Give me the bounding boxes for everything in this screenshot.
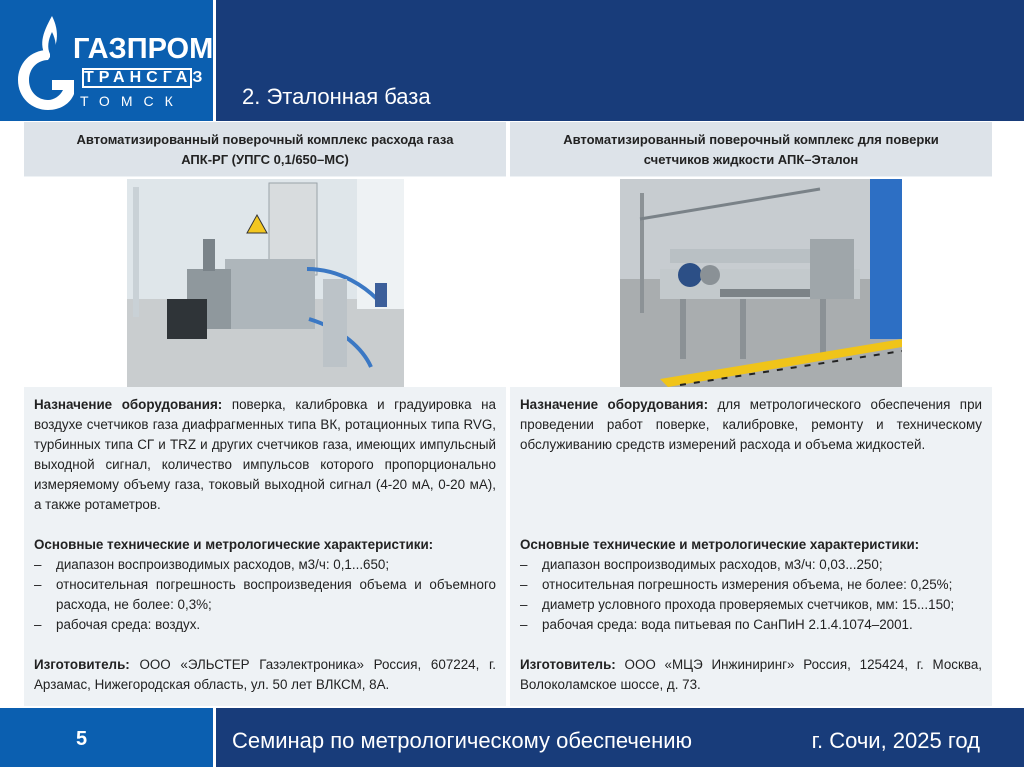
gas-flow-verification-rig-photo [127,179,404,387]
manufacturer-label: Изготовитель: [520,657,616,672]
spec-item: – диаметр условного прохода проверяемых счетчиков, мм: 15...150; [520,597,955,612]
spec-item: – рабочая среда: вода питьевая по СанПиН 2.1.4.1074–2001. [520,617,913,632]
equipment-description [34,395,496,695]
manufacturer-text: ООО «ЭЛЬСТЕР Газэлектроника» Россия, 607224, г. Арзамас, Нижегородская область, ул. 50 лет ВЛКСМ, 8А. [34,657,496,692]
location-year: г. Сочи, 2025 год [811,728,980,753]
specs-heading: Основные технические и метрологические характеристики: [34,537,434,552]
equipment-column-liquid [510,122,992,706]
column-heading [510,122,992,176]
logo-line1: ГАЗПРОМ [73,33,214,65]
photo-area [510,177,992,387]
column-heading-line1: Автоматизированный поверочный комплекс для поверки [563,132,939,147]
page-number: 5 [76,728,88,750]
purpose-text: поверка, калибровка и градуировка на воздухе счетчиков газа диафрагменных типа ВК, ротационных типа RVG, турбинных типа СГ и TRZ и других счетчиков газа, имеющих импульсный выходной сигнал, количество импульсов которого пропорционально измеряемому объему газа, токовый выходной сигнал (4-20 мА, 0-20 мА), а также ротаметров. [34,397,496,512]
logo-line3: ТОМСК [80,93,184,109]
purpose-text: для метрологического обеспечения при проведении работ поверке, калибровке, ремонту и техническому обслуживанию средств измерений расхода и объема жидкостей. [520,397,982,452]
logo-line2: ТРАНСГАЗ [84,69,208,86]
equipment-description [520,395,982,695]
column-heading-line1: Автоматизированный поверочный комплекс расхода газа [76,132,454,147]
purpose-paragraph [520,395,982,455]
spec-item: – относительная погрешность измерения объема, не более: 0,25%; [520,577,953,592]
column-heading-line2: АПК-РГ (УПГС 0,1/650–МС) [181,152,349,167]
purpose-paragraph [34,395,496,515]
page-title: 2. Эталонная база [242,84,431,109]
content-area [24,122,992,706]
manufacturer-paragraph [34,655,496,695]
column-heading [24,122,506,176]
purpose-label: Назначение оборудования: [520,397,709,412]
manufacturer-text: ООО «МЦЭ Инжиниринг» Россия, 125424, г. Москва, Волоколамское шоссе, д. 73. [520,657,982,692]
seminar-title: Семинар по метрологическому обеспечению [232,728,693,753]
gazprom-flame-logo-icon [8,10,80,116]
photo-area [24,177,506,387]
company-logo [0,0,216,121]
column-heading-line2: счетчиков жидкости АПК–Эталон [643,152,859,167]
spec-item: – рабочая среда: воздух. [34,617,201,632]
spec-item: – диапазон воспроизводимых расходов, м3/ч: 0,1...650; [34,557,390,572]
page-number-box [0,708,216,767]
equipment-column-gas [24,122,506,706]
purpose-label: Назначение оборудования: [34,397,223,412]
spec-item: – относительная погрешность воспроизведения объема и объемного расхода, не более: 0,3%; [34,577,496,612]
specs-heading: Основные технические и метрологические характеристики: [520,537,920,552]
slide-header [0,0,1024,121]
manufacturer-label: Изготовитель: [34,657,130,672]
slide-footer [0,708,1024,767]
manufacturer-paragraph [520,655,982,695]
liquid-meter-verification-rig-photo [620,179,902,387]
spec-item: – диапазон воспроизводимых расходов, м3/ч: 0,03...250; [520,557,883,572]
